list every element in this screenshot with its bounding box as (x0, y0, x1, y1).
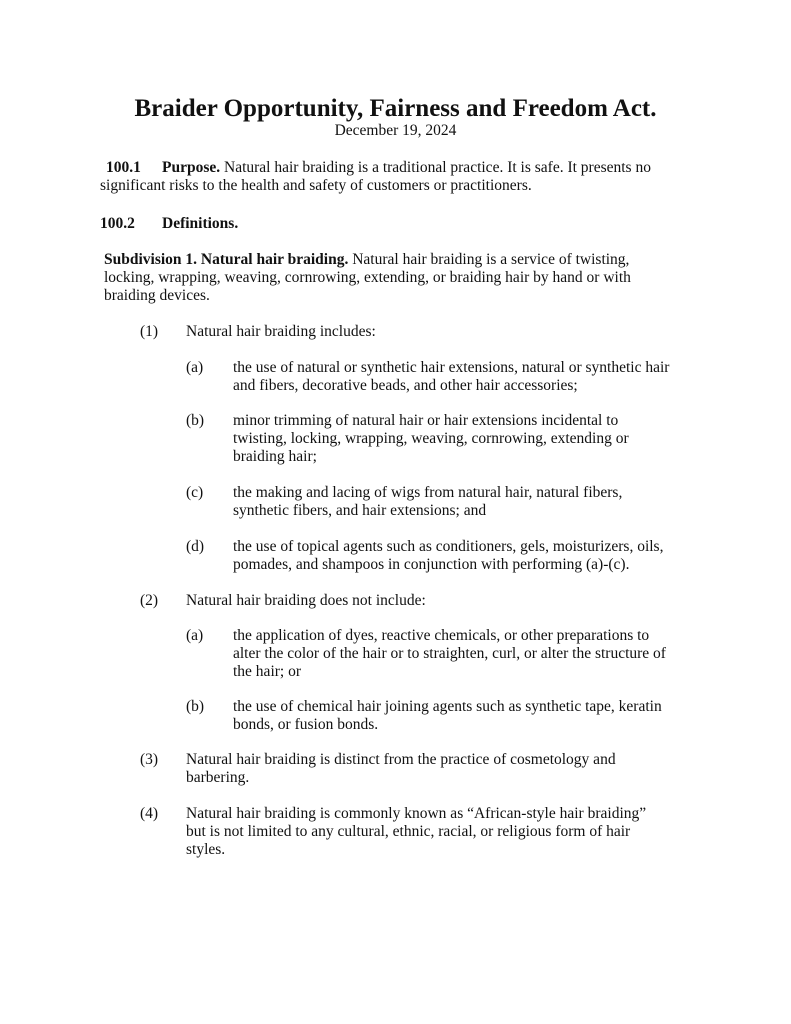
item-1a-line1: the use of natural or synthetic hair extensions, natural or synthetic hair (233, 359, 670, 376)
item-1d-line1: the use of topical agents such as conditioners, gels, moisturizers, oils, (233, 538, 664, 555)
item-2-text: Natural hair braiding does not include: (186, 592, 426, 609)
item-2a-line1: the application of dyes, reactive chemicals, or other preparations to (233, 627, 650, 644)
item-2b-line1: the use of chemical hair joining agents such as synthetic tape, keratin (233, 698, 662, 715)
section-100-1-text-line2: significant risks to the health and safety of customers or practitioners. (100, 177, 532, 194)
item-2a-line2: alter the color of the hair or to straighten, curl, or alter the structure of (233, 645, 666, 662)
document-date: December 19, 2024 (334, 122, 457, 139)
item-2-marker: (2) (140, 592, 159, 609)
item-1a-line2: and fibers, decorative beads, and other hair accessories; (233, 377, 578, 394)
subdivision-1-text-line1: Natural hair braiding is a service of twisting, (352, 251, 630, 268)
item-1d-line2: pomades, and shampoos in conjunction with performing (a)-(c). (233, 556, 630, 573)
item-2b-line2: bonds, or fusion bonds. (233, 716, 379, 733)
item-2a-marker: (a) (186, 627, 204, 644)
item-3-marker: (3) (140, 751, 159, 768)
section-100-2-heading: Definitions. (162, 215, 239, 232)
item-3-line1: Natural hair braiding is distinct from the practice of cosmetology and (186, 751, 616, 768)
item-2b-marker: (b) (186, 698, 205, 715)
item-1b-marker: (b) (186, 412, 205, 429)
item-1b-line2: twisting, locking, wrapping, weaving, cornrowing, extending or (233, 430, 629, 447)
item-1d-marker: (d) (186, 538, 205, 555)
subdivision-1-text-line2: locking, wrapping, weaving, cornrowing, extending, or braiding hair by hand or with (104, 269, 631, 286)
item-1b-line3: braiding hair; (233, 448, 317, 465)
item-1-text: Natural hair braiding includes: (186, 323, 376, 340)
subdivision-1-heading: Subdivision 1. Natural hair braiding. (104, 251, 349, 268)
item-1c-line1: the making and lacing of wigs from natural hair, natural fibers, (233, 484, 623, 501)
section-100-2-number: 100.2 (100, 215, 135, 232)
item-4-line3: styles. (186, 841, 226, 858)
item-1c-marker: (c) (186, 484, 204, 501)
subdivision-1-text-line3: braiding devices. (104, 287, 210, 304)
section-100-1-heading: Purpose. (162, 159, 221, 176)
item-4-marker: (4) (140, 805, 159, 822)
item-1c-line2: synthetic fibers, and hair extensions; and (233, 502, 487, 519)
section-100-1-text-line1: Natural hair braiding is a traditional practice. It is safe. It presents no (224, 159, 651, 176)
item-4-line1: Natural hair braiding is commonly known as “African-style hair braiding” (186, 805, 647, 822)
item-4-line2: but is not limited to any cultural, ethnic, racial, or religious form of hair (186, 823, 631, 840)
item-3-line2: barbering. (186, 769, 250, 786)
section-100-1-line1 (162, 159, 651, 177)
item-1-marker: (1) (140, 323, 159, 340)
subdivision-1-line1 (104, 251, 629, 269)
item-2a-line3: the hair; or (233, 663, 302, 680)
item-1a-marker: (a) (186, 359, 204, 376)
item-1b-line1: minor trimming of natural hair or hair extensions incidental to (233, 412, 619, 429)
document-title: Braider Opportunity, Fairness and Freedom Act. (134, 95, 657, 122)
section-100-1-number: 100.1 (106, 159, 141, 176)
